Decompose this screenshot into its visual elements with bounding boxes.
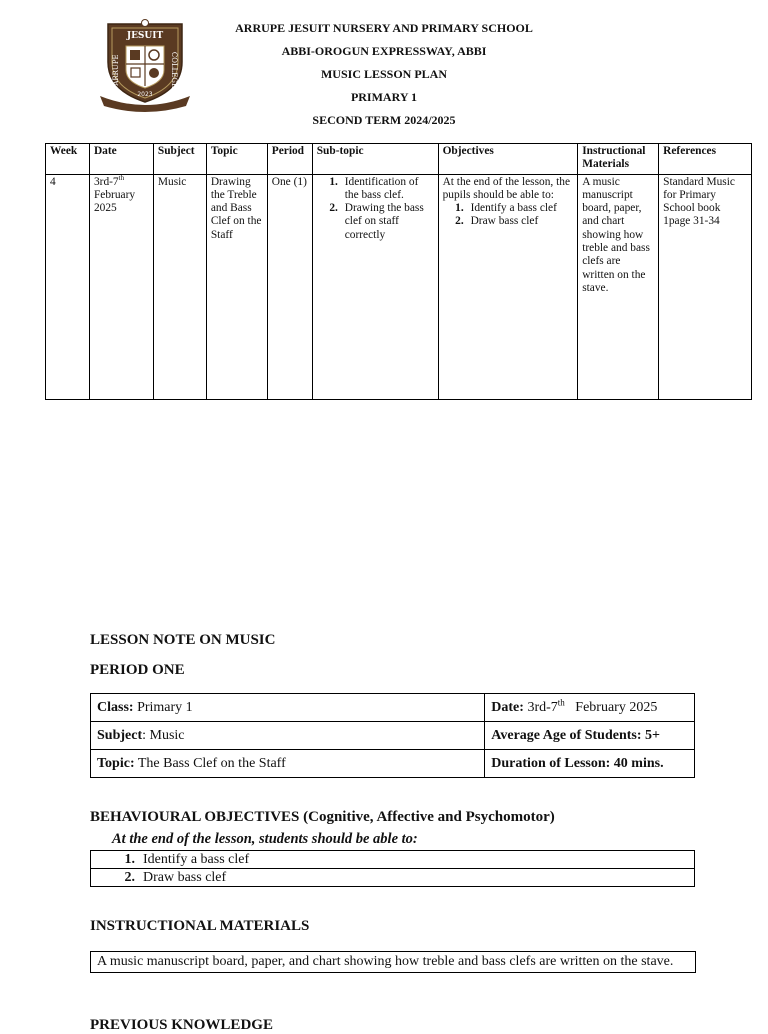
cell-references: Standard Music for Primary School book 1page 31-34 [659,174,752,399]
item-text: Identify a bass clef [143,852,250,867]
crest-right-text: COLLEGE [170,51,178,89]
header-week: Week [46,144,90,175]
topic-label: Topic: [97,755,135,771]
date-suffix-value: th [557,696,565,707]
subject-label: Subject [97,727,143,743]
list-item [91,851,695,869]
subject-value: : Music [142,727,185,743]
header-topic: Topic [206,144,267,175]
cell-objectives [438,174,578,399]
school-header [200,20,568,135]
school-crest-logo [96,18,194,114]
class-cell [91,694,485,722]
behavioural-objectives-heading [90,809,555,826]
list-item [91,869,695,887]
item-number: 1. [124,852,135,867]
header-date: Date [89,144,153,175]
subtopic-item: 2. Drawing the bass clef on staff correctly [341,202,434,242]
header-subject: Subject [153,144,206,175]
topic-value: The Bass Clef on the Staff [137,755,286,771]
date-day-value: 3rd-7 [527,699,558,715]
date-rest: February 2025 [93,188,136,215]
objective-item: 1. Identify a bass clef [467,202,574,215]
item-number: 2. [124,870,135,885]
date-day: 3rd-7 [93,175,119,188]
previous-knowledge-heading: PREVIOUS KNOWLEDGE [90,1017,273,1033]
objectives-intro: At the end of the lesson, the pupils should be able to: [442,175,571,201]
instructional-materials-box: A music manuscript board, paper, and chart showing how treble and bass clefs are written on the stave. [90,951,696,973]
behavioural-heading-rest: (Cognitive, Affective and Psychomotor) [303,809,555,825]
lesson-info-table [90,693,695,778]
document-title: MUSIC LESSON PLAN [320,67,448,81]
objectives-list [443,202,574,229]
item-text: Draw bass clef [143,870,227,885]
lesson-plan-table [45,143,752,400]
header-materials: Instructional Materials [578,144,659,175]
date-rest-value: February 2025 [575,699,658,715]
date-cell [485,694,695,722]
date-suffix: th [118,173,125,182]
class-label: Class: [97,699,134,715]
crest-year: 2023 [137,91,153,98]
info-row [91,722,695,750]
cell-period: One (1) [267,174,312,399]
crest-left-text: ARRUPE [112,54,120,86]
lesson-note-title: LESSON NOTE ON MUSIC [90,632,276,648]
info-row [91,750,695,778]
age-cell: Average Age of Students: 5+ [485,722,695,750]
table-row [46,174,752,399]
cell-week: 4 [46,174,90,399]
behavioural-heading-main: BEHAVIOURAL OBJECTIVES [90,809,300,825]
term-line: SECOND TERM 2024/2025 [312,113,456,127]
topic-cell [91,750,485,778]
cell-materials: A music manuscript board, paper, and chart showing how treble and bass clefs are written on the stave. [578,174,659,399]
period-heading: PERIOD ONE [90,662,185,678]
class-value: Primary 1 [137,699,193,715]
cell-subtopic [312,174,438,399]
date-label: Date: [491,699,524,715]
subtopic-item: 1. Identification of the bass clef. [341,176,434,203]
instructional-materials-heading: INSTRUCTIONAL MATERIALS [90,918,310,934]
header-references: References [659,144,752,175]
cell-topic: Drawing the Treble and Bass Clef on the Staff [206,174,267,399]
subject-cell [91,722,485,750]
subtopic-list [317,176,434,242]
school-address: ABBI-OROGUN EXPRESSWAY, ABBI [281,44,487,58]
objective-item: 2. Draw bass clef [467,215,574,228]
duration-cell: Duration of Lesson: 40 mins. [485,750,695,778]
class-line: PRIMARY 1 [350,90,418,104]
table-header-row [46,144,752,175]
behavioural-objectives-list [90,850,695,887]
objectives-intro-note: At the end of the lesson, students should be able to: [112,831,418,847]
school-name: ARRUPE JESUIT NURSERY AND PRIMARY SCHOOL [235,21,533,35]
cell-date [89,174,153,399]
header-subtopic: Sub-topic [312,144,438,175]
header-objectives: Objectives [438,144,578,175]
info-row [91,694,695,722]
cell-subject: Music [153,174,206,399]
crest-top-text: JESUIT [126,31,164,41]
header-period: Period [267,144,312,175]
